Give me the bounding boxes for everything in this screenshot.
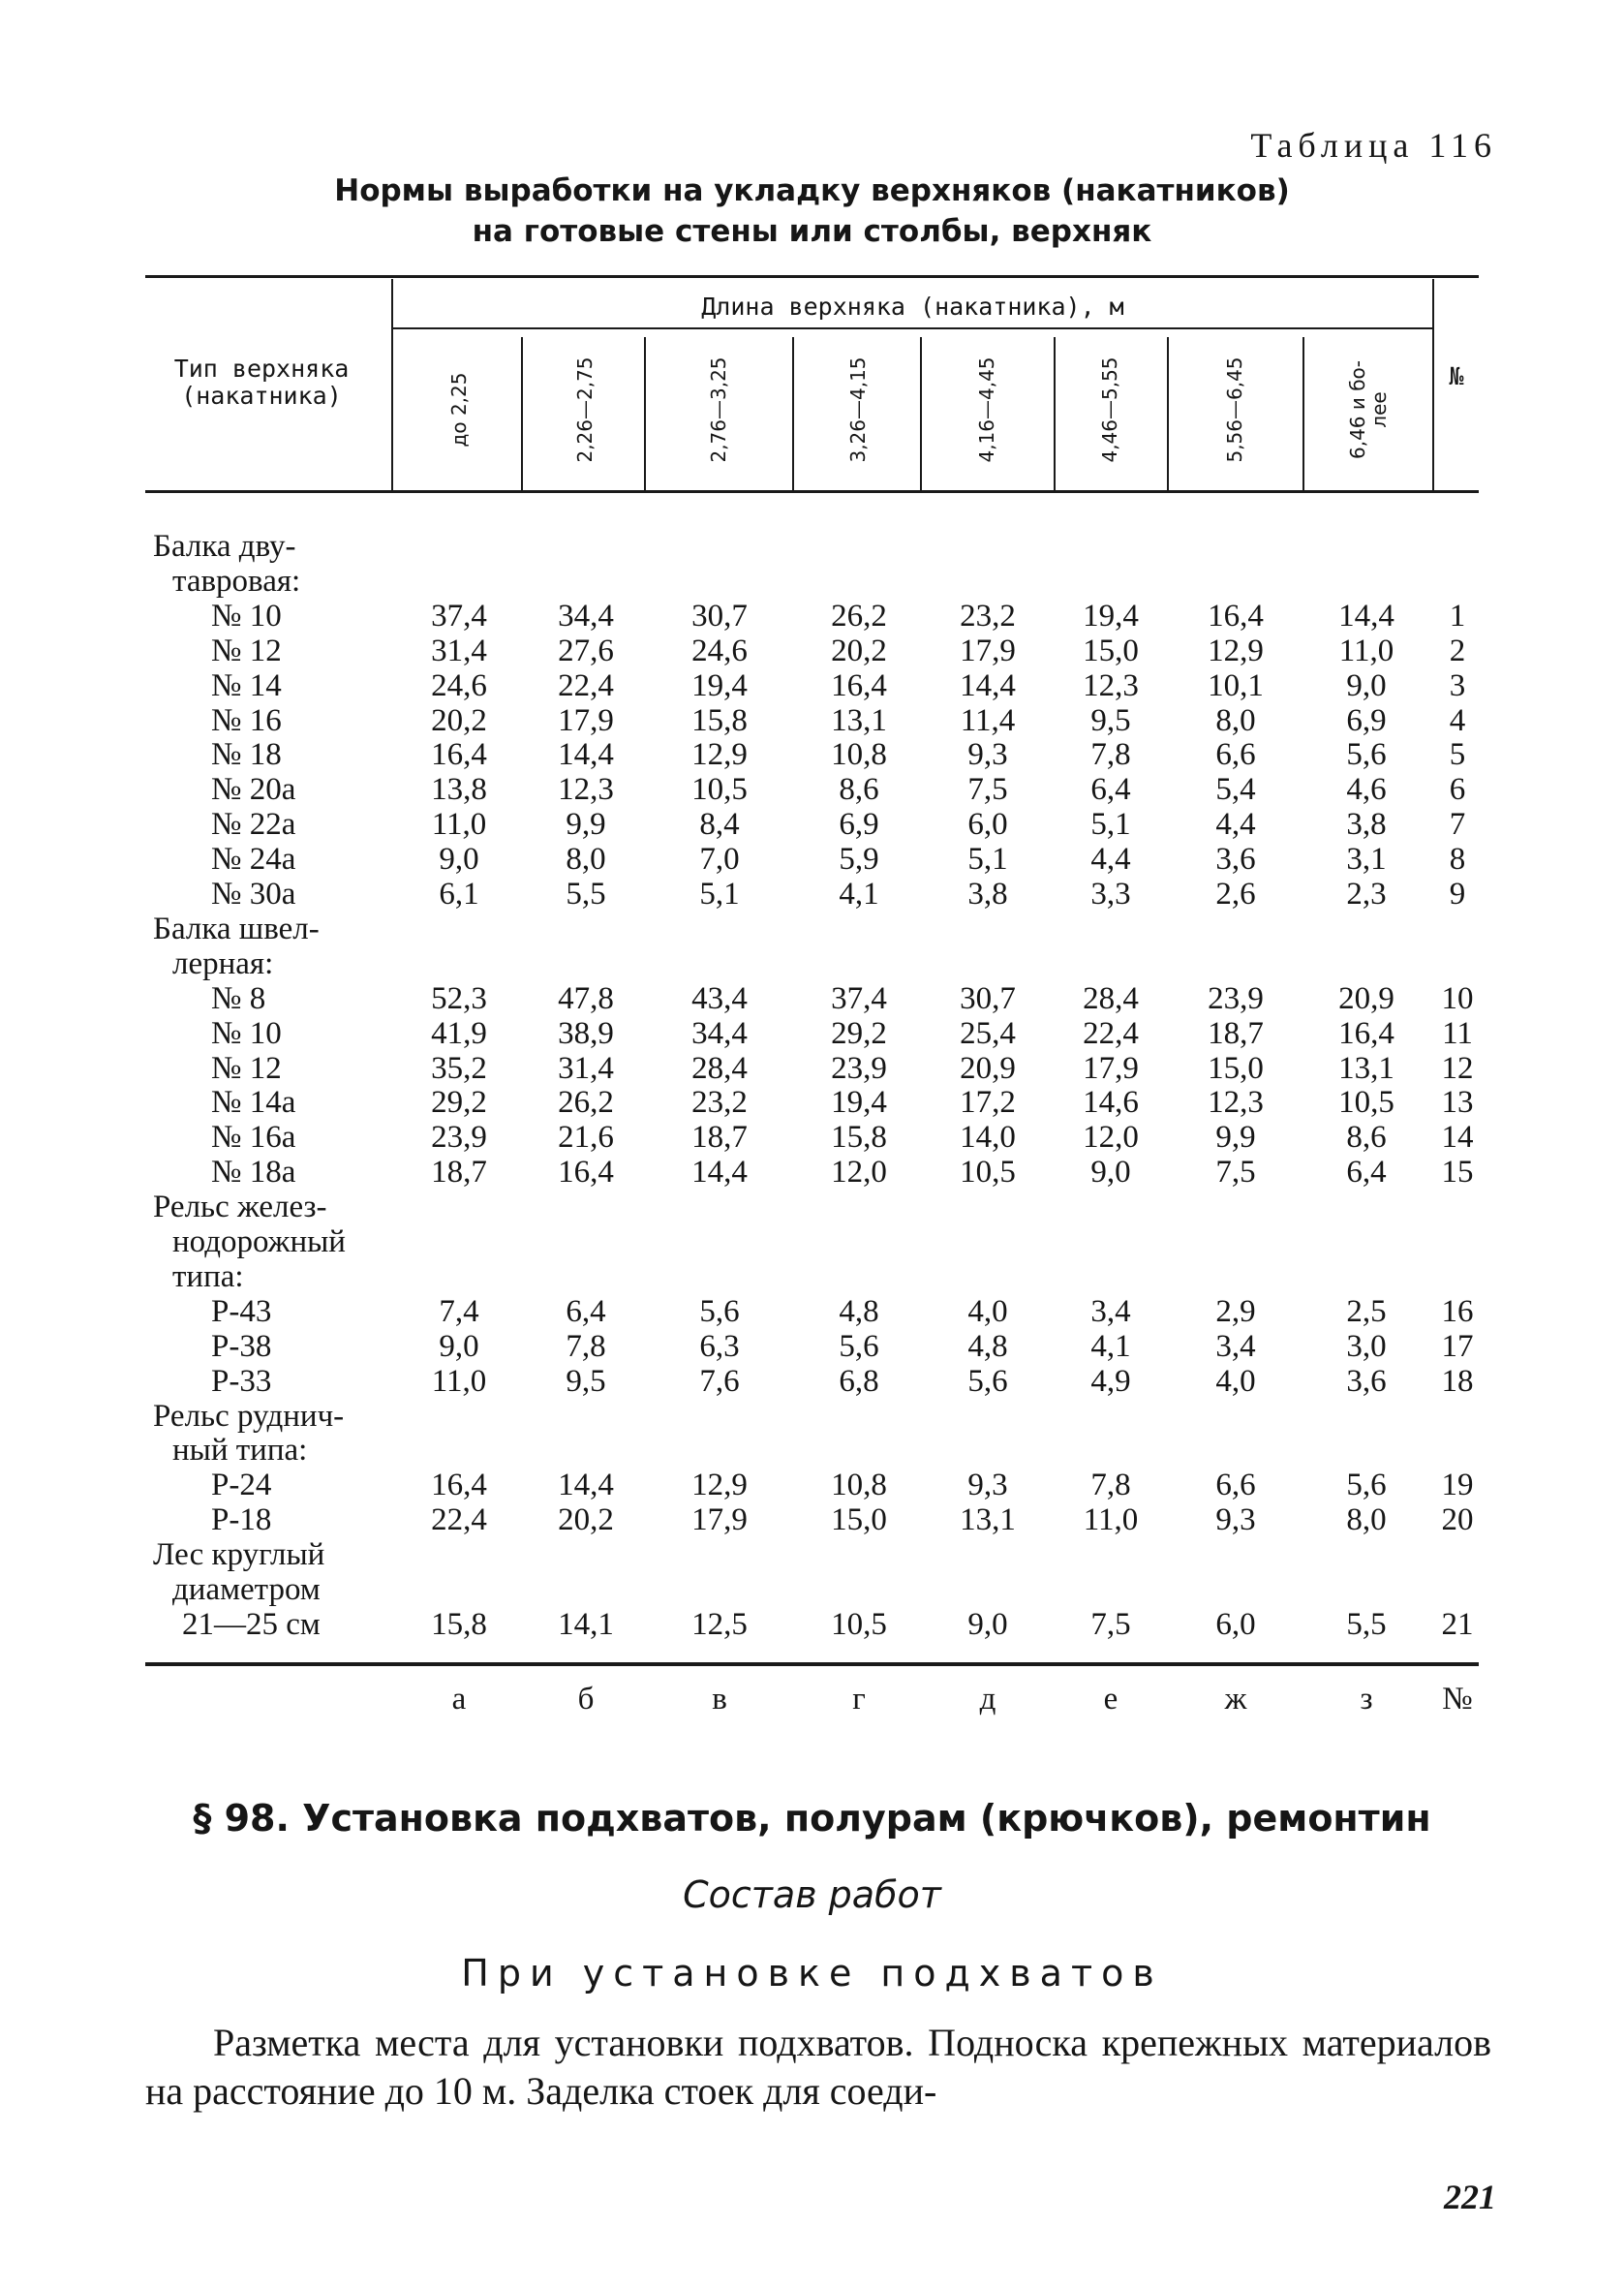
table-cell: 14,4 <box>691 1155 748 1191</box>
table-cell: 47,8 <box>558 980 614 1016</box>
table-cell: 9,0 <box>967 1606 1008 1642</box>
column-letter: д <box>979 1682 996 1717</box>
table-cell: 6,4 <box>1346 1155 1387 1191</box>
table-cell: 34,4 <box>558 598 614 634</box>
table-bottom-rule <box>145 1662 1479 1666</box>
table-cell: 15,0 <box>1208 1050 1264 1086</box>
table-cell: 14,4 <box>558 1468 614 1503</box>
table-cell: 5,5 <box>566 877 606 912</box>
table-cell: 8,0 <box>1346 1502 1387 1538</box>
table-cell: 29,2 <box>431 1085 487 1121</box>
col-header-5: 4,16—4,45 <box>975 356 998 463</box>
table-cell: 12,9 <box>691 737 748 773</box>
header-vline-5 <box>1054 337 1056 490</box>
table-cell: 4,8 <box>839 1293 879 1329</box>
table-row <box>0 1155 1624 1190</box>
table-cell: 6,9 <box>1346 702 1387 738</box>
table-cell: 23,2 <box>691 1085 748 1121</box>
category-label: ный типа: <box>172 1433 308 1469</box>
table-cell: 7,4 <box>439 1293 479 1329</box>
table-cell: 9,9 <box>1215 1120 1256 1156</box>
row-number: 10 <box>1441 980 1474 1016</box>
row-number: 14 <box>1441 1120 1474 1156</box>
table-cell: 24,6 <box>691 633 748 668</box>
table-cell: 15,0 <box>1083 633 1139 668</box>
row-number: 3 <box>1449 667 1466 703</box>
table-cell: 4,1 <box>1090 1328 1131 1364</box>
table-cell: 26,2 <box>558 1085 614 1121</box>
table-row <box>0 1016 1624 1051</box>
table-title-line-2: на готовые стены или столбы, верхняк <box>472 214 1152 249</box>
column-letter: е <box>1103 1682 1118 1717</box>
table-cell: 3,4 <box>1090 1293 1131 1329</box>
table-cell: 12,0 <box>831 1155 887 1191</box>
row-label: № 10 <box>211 598 282 634</box>
table-row <box>0 877 1624 912</box>
table-cell: 7,0 <box>699 842 740 878</box>
table-cell: 18,7 <box>691 1120 748 1156</box>
table-cell: 12,0 <box>1083 1120 1139 1156</box>
table-cell: 9,9 <box>566 807 606 843</box>
row-label: Р-18 <box>211 1502 272 1538</box>
table-row <box>0 912 1624 946</box>
header-vline-1 <box>521 337 523 490</box>
row-number: 15 <box>1441 1155 1474 1191</box>
table-cell: 30,7 <box>691 598 748 634</box>
table-cell: 2,6 <box>1215 877 1256 912</box>
category-label: типа: <box>172 1258 244 1294</box>
table-cell: 13,8 <box>431 772 487 808</box>
category-label: диаметром <box>172 1572 321 1607</box>
table-cell: 38,9 <box>558 1015 614 1051</box>
row-number: 6 <box>1449 772 1466 808</box>
table-row <box>0 807 1624 842</box>
table-cell: 4,4 <box>1090 842 1131 878</box>
column-letter: а <box>451 1682 467 1717</box>
table-cell: 10,5 <box>1338 1085 1394 1121</box>
table-cell: 28,4 <box>691 1050 748 1086</box>
col-header-1: до 2,25 <box>447 372 471 448</box>
section-subtitle: Состав работ <box>683 1873 941 1916</box>
table-row <box>0 1502 1624 1537</box>
table-row <box>0 737 1624 772</box>
row-number: 20 <box>1441 1502 1474 1538</box>
no-header: № <box>1449 362 1464 390</box>
table-row <box>0 1399 1624 1434</box>
table-cell: 9,0 <box>439 1328 479 1364</box>
table-cell: 31,4 <box>558 1050 614 1086</box>
table-cell: 52,3 <box>431 980 487 1016</box>
row-label: № 12 <box>211 633 282 668</box>
row-label: № 18а <box>211 1155 296 1191</box>
type-header-line-2: (накатника) <box>181 382 342 410</box>
table-cell: 4,1 <box>839 877 879 912</box>
column-letter: в <box>712 1682 727 1717</box>
table-cell: 3,6 <box>1346 1363 1387 1399</box>
table-cell: 16,4 <box>831 667 887 703</box>
table-cell: 11,0 <box>1083 1502 1139 1538</box>
table-cell: 18,7 <box>1208 1015 1264 1051</box>
table-row <box>0 1607 1624 1642</box>
table-row <box>0 703 1624 738</box>
table-row <box>0 981 1624 1016</box>
table-row <box>0 1051 1624 1086</box>
table-cell: 26,2 <box>831 598 887 634</box>
table-cell: 7,5 <box>1090 1606 1131 1642</box>
table-cell: 6,0 <box>1215 1606 1256 1642</box>
row-label: № 22а <box>211 807 296 843</box>
table-cell: 4,6 <box>1346 772 1387 808</box>
table-label: Таблица 116 <box>1250 126 1497 165</box>
table-cell: 19,4 <box>1083 598 1139 634</box>
length-header-rule <box>392 327 1433 329</box>
column-letter: з <box>1360 1682 1373 1717</box>
table-row <box>0 946 1624 981</box>
table-cell: 14,4 <box>1338 598 1394 634</box>
table-cell: 23,9 <box>831 1050 887 1086</box>
row-label: № 14а <box>211 1085 296 1121</box>
table-cell: 9,0 <box>1090 1155 1131 1191</box>
table-cell: 13,1 <box>960 1502 1016 1538</box>
header-vline-7 <box>1302 337 1304 490</box>
table-cell: 20,2 <box>431 702 487 738</box>
table-cell: 4,8 <box>967 1328 1008 1364</box>
table-cell: 21,6 <box>558 1120 614 1156</box>
table-cell: 6,6 <box>1215 737 1256 773</box>
table-top-rule <box>145 275 1479 278</box>
col-header-4: 3,26—4,15 <box>846 356 870 463</box>
row-label: Р-38 <box>211 1328 272 1364</box>
row-label: № 16а <box>211 1120 296 1156</box>
table-cell: 37,4 <box>431 598 487 634</box>
row-label: 21—25 см <box>182 1606 321 1642</box>
table-row <box>0 634 1624 668</box>
row-number: 12 <box>1441 1050 1474 1086</box>
table-cell: 9,3 <box>1215 1502 1256 1538</box>
table-cell: 9,5 <box>566 1363 606 1399</box>
table-cell: 9,0 <box>1346 667 1387 703</box>
table-row <box>0 1224 1624 1259</box>
table-cell: 3,0 <box>1346 1328 1387 1364</box>
table-cell: 10,5 <box>960 1155 1016 1191</box>
column-letter-no: № <box>1442 1682 1473 1717</box>
table-cell: 17,9 <box>1083 1050 1139 1086</box>
table-row <box>0 529 1624 564</box>
col-header-7: 5,56—6,45 <box>1223 356 1246 463</box>
table-cell: 12,3 <box>558 772 614 808</box>
table-cell: 20,9 <box>960 1050 1016 1086</box>
table-cell: 5,1 <box>699 877 740 912</box>
page-number: 221 <box>1444 2178 1496 2216</box>
table-row <box>0 1433 1624 1468</box>
table-row <box>0 1468 1624 1502</box>
table-cell: 11,0 <box>431 1363 487 1399</box>
row-number: 19 <box>1441 1468 1474 1503</box>
table-row <box>0 842 1624 877</box>
table-cell: 5,6 <box>967 1363 1008 1399</box>
header-vline-3 <box>792 337 794 490</box>
table-row <box>0 1190 1624 1224</box>
table-row <box>0 1120 1624 1155</box>
table-cell: 5,6 <box>1346 737 1387 773</box>
table-cell: 2,5 <box>1346 1293 1387 1329</box>
col-header-2: 2,26—2,75 <box>573 356 597 463</box>
table-cell: 13,1 <box>831 702 887 738</box>
table-cell: 12,3 <box>1083 667 1139 703</box>
table-cell: 23,9 <box>1208 980 1264 1016</box>
category-label: Рельс желез- <box>153 1190 327 1225</box>
table-cell: 6,1 <box>439 877 479 912</box>
row-number: 2 <box>1449 633 1466 668</box>
row-label: № 24а <box>211 842 296 878</box>
category-label: Балка дву- <box>153 529 296 564</box>
table-row <box>0 564 1624 599</box>
row-label: № 12 <box>211 1050 282 1086</box>
table-cell: 10,8 <box>831 737 887 773</box>
table-cell: 8,6 <box>1346 1120 1387 1156</box>
table-cell: 17,9 <box>558 702 614 738</box>
table-cell: 27,6 <box>558 633 614 668</box>
table-cell: 37,4 <box>831 980 887 1016</box>
row-number: 4 <box>1449 702 1466 738</box>
row-number: 8 <box>1449 842 1466 878</box>
table-cell: 14,0 <box>960 1120 1016 1156</box>
table-cell: 7,8 <box>1090 737 1131 773</box>
table-cell: 23,9 <box>431 1120 487 1156</box>
table-cell: 22,4 <box>431 1502 487 1538</box>
table-cell: 4,0 <box>1215 1363 1256 1399</box>
row-number: 5 <box>1449 737 1466 773</box>
table-cell: 3,4 <box>1215 1328 1256 1364</box>
column-letter: б <box>577 1682 595 1717</box>
table-cell: 3,3 <box>1090 877 1131 912</box>
row-number: 11 <box>1442 1015 1473 1051</box>
table-cell: 18,7 <box>431 1155 487 1191</box>
length-header: Длина верхняка (накатника), м <box>701 293 1124 321</box>
table-cell: 3,1 <box>1346 842 1387 878</box>
table-cell: 15,8 <box>691 702 748 738</box>
table-row <box>0 1364 1624 1399</box>
table-cell: 22,4 <box>558 667 614 703</box>
table-cell: 10,1 <box>1208 667 1264 703</box>
table-cell: 7,6 <box>699 1363 740 1399</box>
column-letter: ж <box>1224 1682 1247 1717</box>
category-label: Лес круглый <box>153 1537 325 1573</box>
category-label: тавровая: <box>172 563 301 599</box>
table-cell: 8,4 <box>699 807 740 843</box>
table-cell: 23,2 <box>960 598 1016 634</box>
row-label: Р-33 <box>211 1363 272 1399</box>
row-label: № 16 <box>211 702 282 738</box>
table-cell: 15,8 <box>831 1120 887 1156</box>
table-cell: 14,4 <box>960 667 1016 703</box>
section-heading: § 98. Установка подхватов, полурам (крючков), ремонтин <box>193 1797 1431 1840</box>
table-cell: 5,6 <box>839 1328 879 1364</box>
table-cell: 9,3 <box>967 1468 1008 1503</box>
table-row <box>0 668 1624 703</box>
row-number: 21 <box>1441 1606 1474 1642</box>
row-number: 1 <box>1449 598 1466 634</box>
row-number: 17 <box>1441 1328 1474 1364</box>
table-cell: 28,4 <box>1083 980 1139 1016</box>
table-cell: 16,4 <box>1338 1015 1394 1051</box>
table-cell: 16,4 <box>558 1155 614 1191</box>
table-cell: 10,8 <box>831 1468 887 1503</box>
table-cell: 7,8 <box>566 1328 606 1364</box>
table-cell: 11,4 <box>960 702 1016 738</box>
table-cell: 6,4 <box>1090 772 1131 808</box>
row-label: № 14 <box>211 667 282 703</box>
table-cell: 6,9 <box>839 807 879 843</box>
col-header-3: 2,76—3,25 <box>707 356 730 463</box>
col-header-8: 6,46 и бо-лее <box>1346 359 1391 460</box>
column-letters-row <box>0 1682 1624 1720</box>
row-number: 9 <box>1449 877 1466 912</box>
table-cell: 6,0 <box>967 807 1008 843</box>
table-cell: 4,0 <box>967 1293 1008 1329</box>
table-cell: 17,9 <box>960 633 1016 668</box>
table-cell: 8,6 <box>839 772 879 808</box>
body-paragraph: Разметка места для установки подхватов. Подноска крепежных материалов на расстояние до 10 м. Заделка стоек для соеди- <box>145 2021 1491 2113</box>
table-cell: 20,2 <box>558 1502 614 1538</box>
table-cell: 5,1 <box>967 842 1008 878</box>
table-row <box>0 599 1624 634</box>
table-row <box>0 772 1624 807</box>
table-cell: 12,5 <box>691 1606 748 1642</box>
table-cell: 24,6 <box>431 667 487 703</box>
table-cell: 2,3 <box>1346 877 1387 912</box>
table-cell: 15,8 <box>431 1606 487 1642</box>
row-number: 13 <box>1441 1085 1474 1121</box>
category-label: Рельс руднич- <box>153 1398 345 1434</box>
header-vline-2 <box>644 337 646 490</box>
table-cell: 19,4 <box>691 667 748 703</box>
table-cell: 13,1 <box>1338 1050 1394 1086</box>
table-cell: 2,9 <box>1215 1293 1256 1329</box>
table-cell: 7,8 <box>1090 1468 1131 1503</box>
table-cell: 11,0 <box>1338 633 1394 668</box>
table-cell: 6,8 <box>839 1363 879 1399</box>
table-cell: 5,6 <box>699 1293 740 1329</box>
row-label: № 18 <box>211 737 282 773</box>
table-title <box>145 170 1479 252</box>
table-cell: 12,9 <box>691 1468 748 1503</box>
table-cell: 41,9 <box>431 1015 487 1051</box>
col-header-6: 4,46—5,55 <box>1098 356 1121 463</box>
table-cell: 12,3 <box>1208 1085 1264 1121</box>
table-cell: 14,6 <box>1083 1085 1139 1121</box>
table-cell: 17,2 <box>960 1085 1016 1121</box>
table-cell: 16,4 <box>431 1468 487 1503</box>
table-cell: 20,2 <box>831 633 887 668</box>
table-cell: 16,4 <box>1208 598 1264 634</box>
table-cell: 3,6 <box>1215 842 1256 878</box>
table-cell: 43,4 <box>691 980 748 1016</box>
table-cell: 6,4 <box>566 1293 606 1329</box>
category-label: Балка швел- <box>153 911 320 946</box>
table-cell: 7,5 <box>1215 1155 1256 1191</box>
table-cell: 19,4 <box>831 1085 887 1121</box>
table-row <box>0 1259 1624 1294</box>
table-cell: 5,5 <box>1346 1606 1387 1642</box>
table-row <box>0 1329 1624 1364</box>
table-cell: 5,1 <box>1090 807 1131 843</box>
table-cell: 3,8 <box>967 877 1008 912</box>
table-cell: 4,4 <box>1215 807 1256 843</box>
row-label: № 20а <box>211 772 296 808</box>
table-cell: 7,5 <box>967 772 1008 808</box>
row-number: 7 <box>1449 807 1466 843</box>
table-cell: 9,0 <box>439 842 479 878</box>
table-cell: 25,4 <box>960 1015 1016 1051</box>
table-title-line-1: Нормы выработки на укладку верхняков (накатников) <box>334 173 1290 208</box>
table-cell: 4,9 <box>1090 1363 1131 1399</box>
row-number: 18 <box>1441 1363 1474 1399</box>
column-letter: г <box>852 1682 866 1717</box>
table-cell: 3,8 <box>1346 807 1387 843</box>
table-cell: 20,9 <box>1338 980 1394 1016</box>
table-cell: 5,9 <box>839 842 879 878</box>
table-cell: 10,5 <box>691 772 748 808</box>
table-cell: 16,4 <box>431 737 487 773</box>
table-row <box>0 1572 1624 1607</box>
table-cell: 30,7 <box>960 980 1016 1016</box>
row-label: № 8 <box>211 980 266 1016</box>
table-cell: 6,6 <box>1215 1468 1256 1503</box>
table-cell: 15,0 <box>831 1502 887 1538</box>
table-cell: 9,3 <box>967 737 1008 773</box>
section-subheading: При установке подхватов <box>461 1952 1163 1995</box>
table-cell: 14,4 <box>558 737 614 773</box>
table-cell: 8,0 <box>566 842 606 878</box>
header-vline-4 <box>920 337 922 490</box>
table-cell: 35,2 <box>431 1050 487 1086</box>
table-cell: 29,2 <box>831 1015 887 1051</box>
table-cell: 11,0 <box>431 807 487 843</box>
table-cell: 9,5 <box>1090 702 1131 738</box>
type-header-line-1: Тип верхняка <box>173 355 350 383</box>
header-bottom-rule <box>145 490 1479 493</box>
header-vline-6 <box>1167 337 1169 490</box>
table-cell: 34,4 <box>691 1015 748 1051</box>
table-cell: 31,4 <box>431 633 487 668</box>
table-row <box>0 1085 1624 1120</box>
table-row <box>0 1537 1624 1572</box>
row-number: 16 <box>1441 1293 1474 1329</box>
row-label: Р-43 <box>211 1293 272 1329</box>
table-row <box>0 1294 1624 1329</box>
row-label: Р-24 <box>211 1468 272 1503</box>
category-label: нодорожный <box>172 1224 346 1259</box>
row-label: № 10 <box>211 1015 282 1051</box>
table-cell: 8,0 <box>1215 702 1256 738</box>
table-cell: 22,4 <box>1083 1015 1139 1051</box>
table-cell: 14,1 <box>558 1606 614 1642</box>
table-cell: 6,3 <box>699 1328 740 1364</box>
row-label: № 30а <box>211 877 296 912</box>
table-cell: 5,6 <box>1346 1468 1387 1503</box>
table-cell: 17,9 <box>691 1502 748 1538</box>
table-cell: 12,9 <box>1208 633 1264 668</box>
category-label: лерная: <box>172 945 274 981</box>
table-cell: 10,5 <box>831 1606 887 1642</box>
table-cell: 5,4 <box>1215 772 1256 808</box>
